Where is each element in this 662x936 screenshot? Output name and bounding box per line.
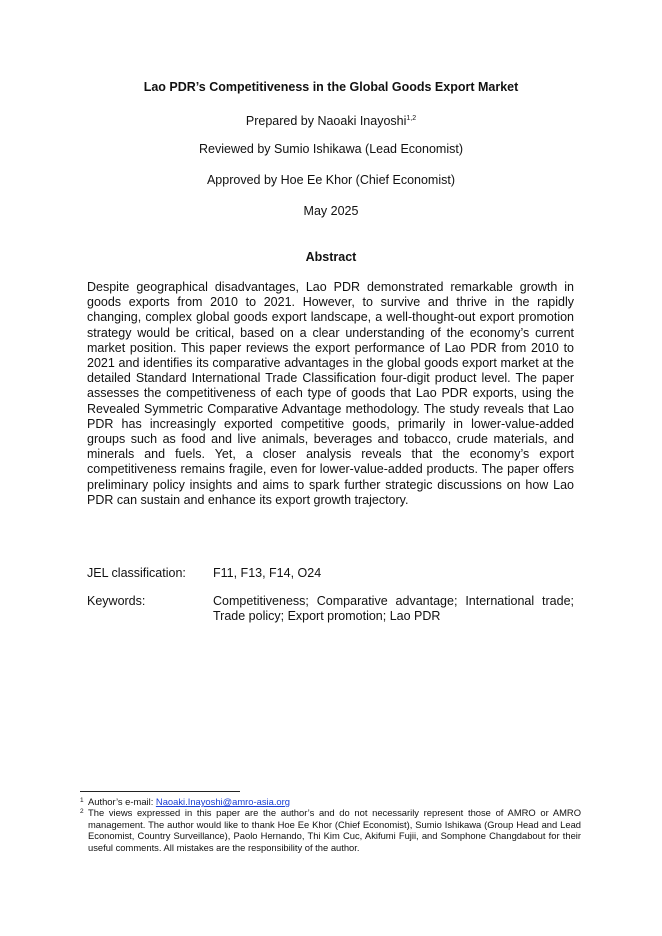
footnote-2-mark: 2 (80, 808, 84, 816)
abstract-heading: Abstract (305, 250, 357, 264)
keywords-value: Competitiveness; Comparative advantage; International trade; Trade policy; Export promotion; Lao PDR (213, 594, 574, 624)
author-line (0, 111, 662, 129)
footnote-1-prefix: Author’s e-mail: (88, 796, 156, 807)
author-email-link[interactable]: Naoaki.Inayoshi@amro-asia.org (155, 796, 290, 807)
publication-date: May 2025 (303, 204, 359, 218)
jel-value: F11, F13, F14, O24 (213, 566, 322, 580)
keywords-label: Keywords: (87, 594, 146, 608)
footnote-2-text: The views expressed in this paper are the author’s and do not necessarily represent those of AMRO or AMRO management. The author would like to thank Hoe Ee Khor (Chief Economist), Sumio Ishikawa (Group Head and Lead Economist, Country Surveillance), Paolo Hernando, Thi Kim Cuc, Akifumi Fujii, and Somphone Changdabout for their useful comments. All mistakes are the responsibility of the author. (88, 807, 581, 853)
footnote-2 (80, 807, 581, 853)
author-text: Prepared by Naoaki Inayoshi (245, 114, 407, 128)
approver-line: Approved by Hoe Ee Khor (Chief Economist) (206, 173, 456, 187)
abstract-text: Despite geographical disadvantages, Lao PDR demonstrated remarkable growth in goods exports from 2010 to 2021. However, to survive and thrive in the rapidly changing, complex global goods export landscape, a well-thought-out export promotion strategy would be critical, based on a clear understanding of the economy’s current market position. This paper reviews the export performance of Lao PDR from 2010 to 2021 and identifies its comparative advantages in the global goods export market at the detailed Standard International Trade Classification four-digit product level. The paper assesses the competitiveness of each type of goods that Lao PDR exports, using the Revealed Symmetric Comparative Advantage methodology. The study reveals that Lao PDR has increasingly exported competitive goods, primarily in lower-value-added groups such as food and live animals, beverages and tobacco, crude materials, and minerals and fuels. Yet, a closer analysis reveals that the economy’s export competitiveness remains fragile, even for lower-value-added products. The paper offers preliminary policy insights and aims to spark further strategic discussions on how Lao PDR can sustain and enhance its export growth trajectory. (87, 280, 574, 507)
footnote-1-mark: 1 (80, 797, 84, 804)
jel-label: JEL classification: (87, 566, 186, 580)
footnote-1 (80, 796, 581, 807)
author-footnote-ref: 1,2 (406, 115, 417, 122)
footnotes (80, 796, 581, 853)
footnote-divider (80, 791, 240, 792)
reviewer-line: Reviewed by Sumio Ishikawa (Lead Economist) (198, 142, 463, 156)
paper-title: Lao PDR’s Competitiveness in the Global Goods Export Market (143, 80, 519, 94)
